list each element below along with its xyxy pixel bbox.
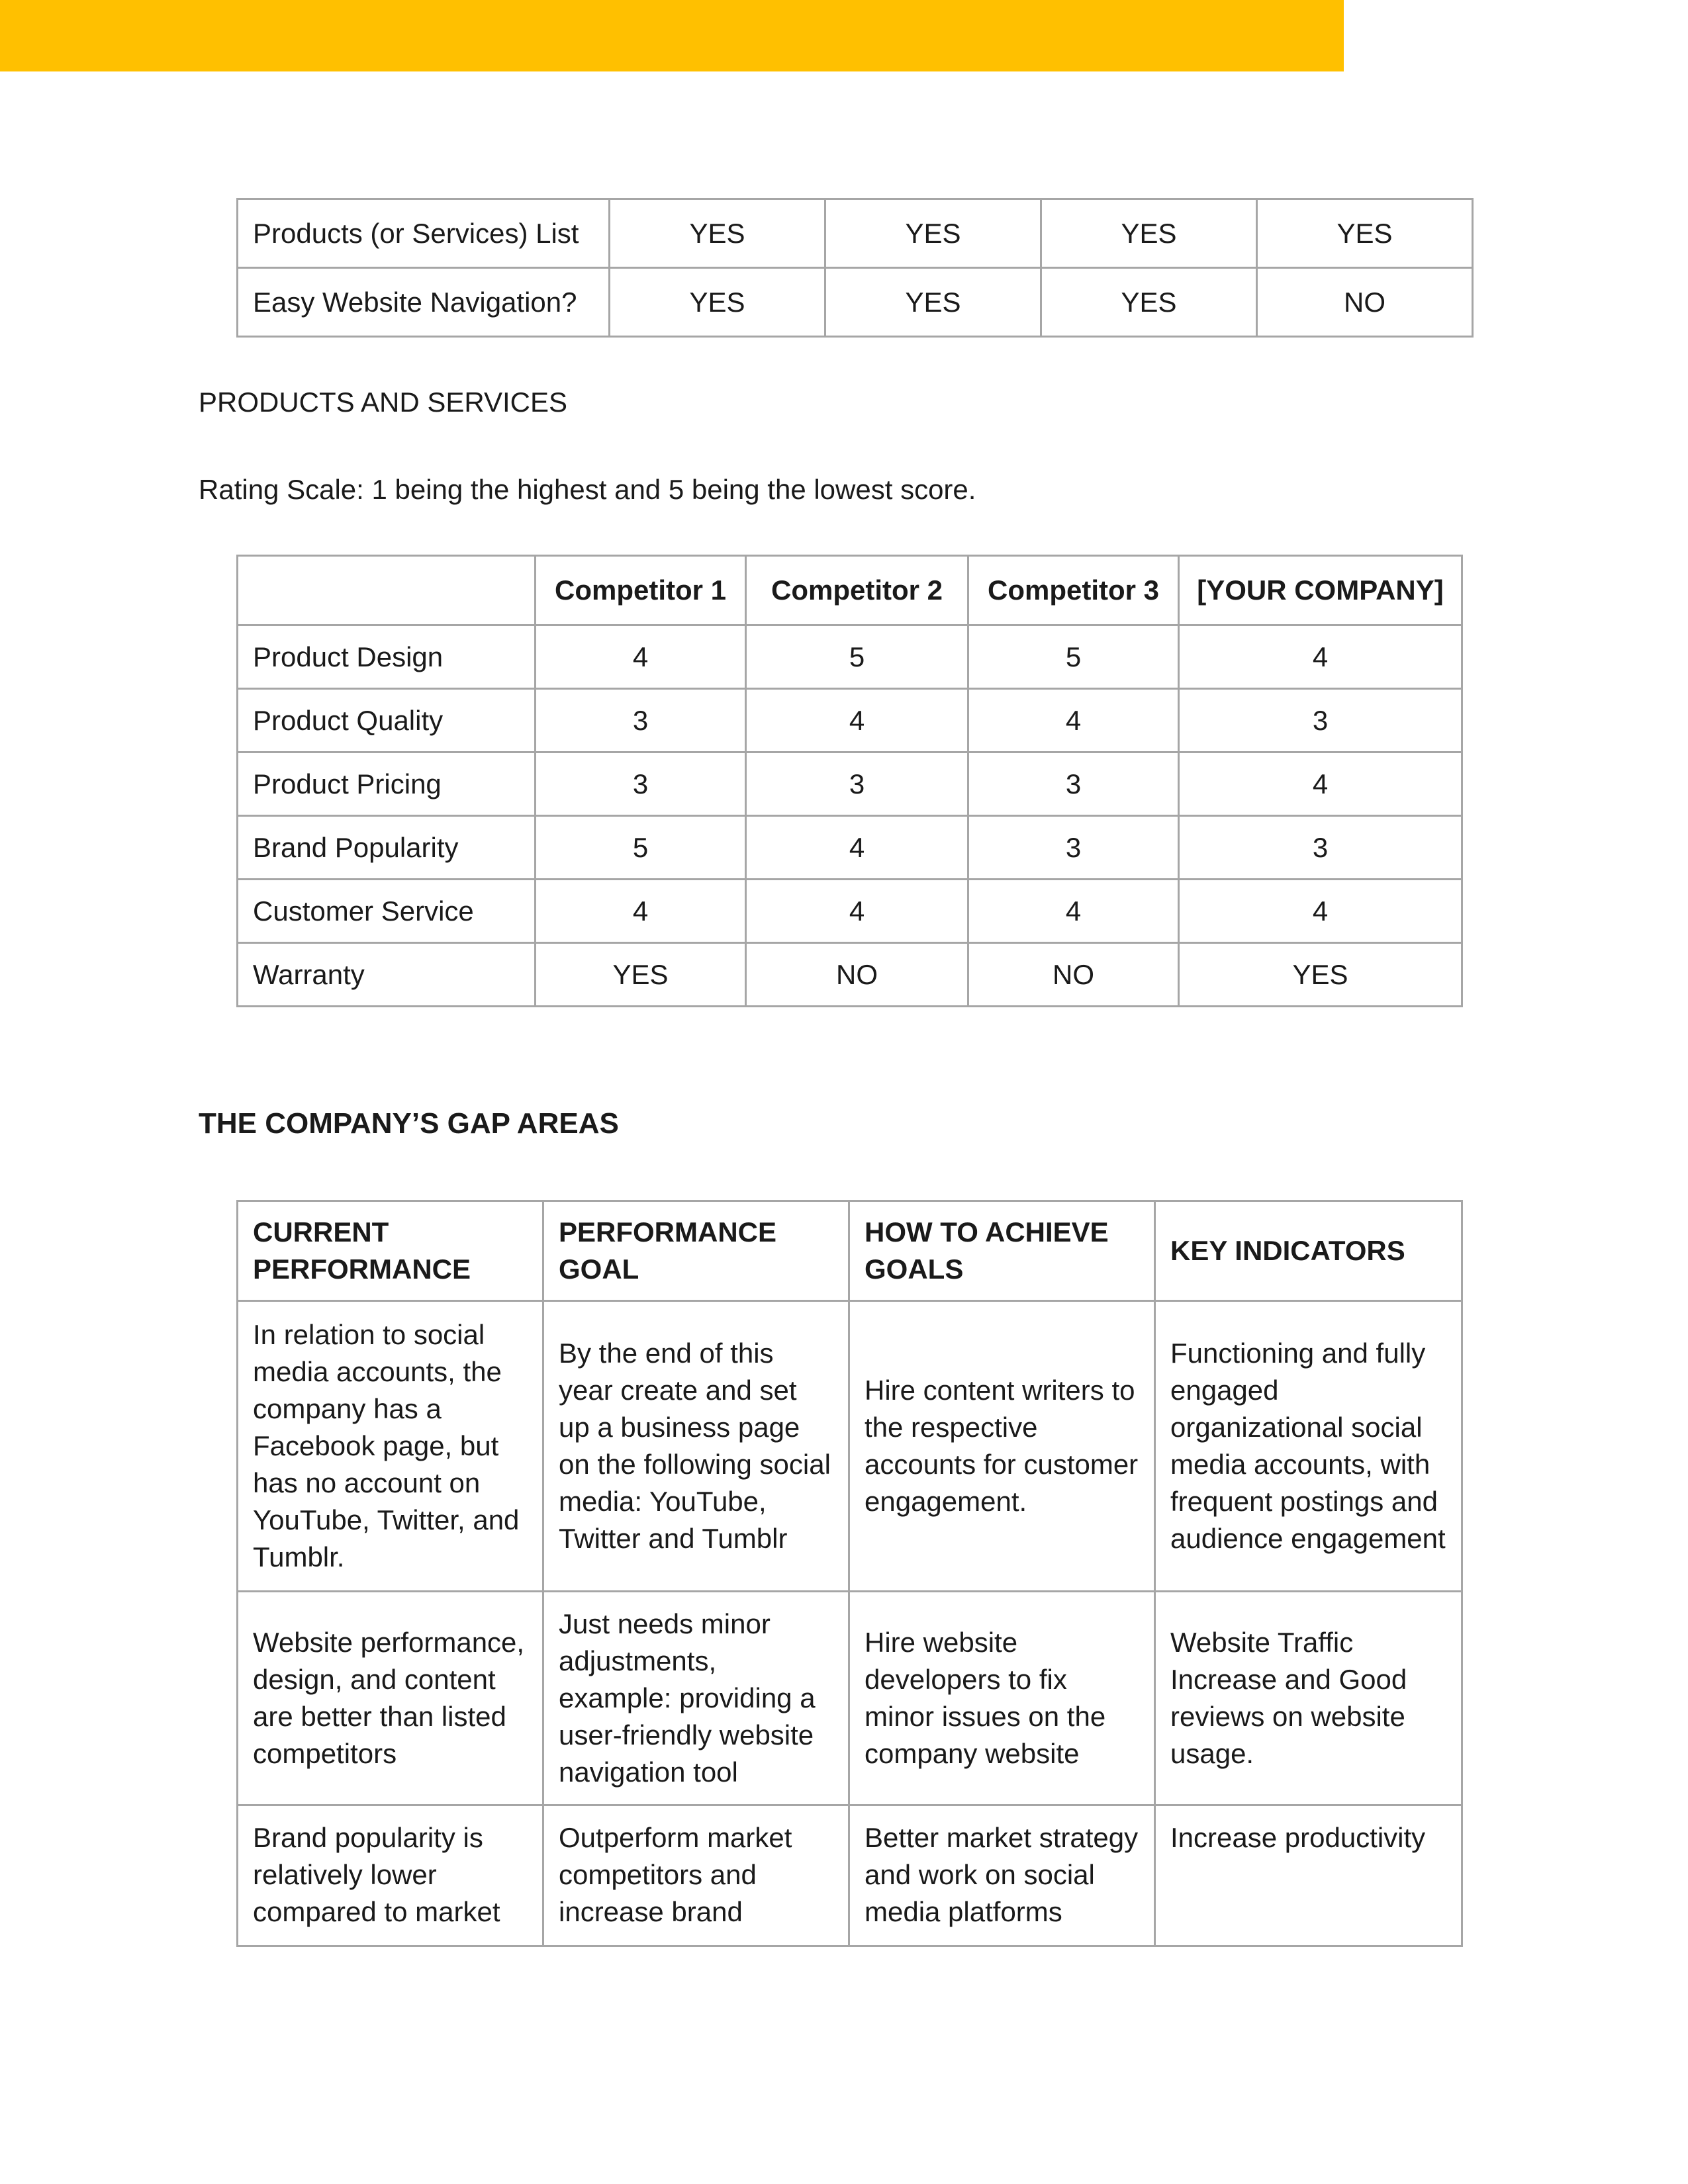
row-label: Product Pricing (238, 752, 536, 816)
column-header: KEY INDICATORS (1155, 1201, 1462, 1301)
table-cell: YES (1257, 199, 1473, 268)
row-label: Warranty (238, 943, 536, 1007)
row-label: Product Quality (238, 689, 536, 752)
table-header-row (238, 556, 1462, 625)
table-cell: 3 (1179, 689, 1462, 752)
table-cell: 4 (1179, 880, 1462, 943)
table-cell: Just needs minor adjustments, example: providing a user-friendly website navigation tool (543, 1592, 849, 1805)
table-cell: 3 (536, 752, 746, 816)
table-cell: 4 (746, 689, 968, 752)
table-cell: Better market strategy and work on social media platforms (849, 1805, 1155, 1946)
table-cell: 4 (1179, 625, 1462, 689)
row-label: Customer Service (238, 880, 536, 943)
table-row (238, 199, 1473, 268)
table-cell: Website performance, design, and content are better than listed competitors (238, 1592, 543, 1805)
table-cell: YES (536, 943, 746, 1007)
table-cell: YES (1041, 268, 1257, 337)
table-cell: 4 (536, 880, 746, 943)
table-cell: Hire website developers to fix minor issues on the company website (849, 1592, 1155, 1805)
table-cell: Increase productivity (1155, 1805, 1462, 1946)
table-cell: YES (825, 199, 1041, 268)
features-table (236, 198, 1474, 338)
column-header (238, 556, 536, 625)
ratings-table (236, 555, 1463, 1007)
table-cell: 5 (536, 816, 746, 880)
table-cell: NO (746, 943, 968, 1007)
table-cell: 3 (1179, 816, 1462, 880)
table-row (238, 268, 1473, 337)
table-cell: YES (1179, 943, 1462, 1007)
row-label: Easy Website Navigation? (238, 268, 610, 337)
column-header: Competitor 1 (536, 556, 746, 625)
products-section-heading: PRODUCTS AND SERVICES (199, 387, 568, 418)
table-row (238, 943, 1462, 1007)
table-cell: YES (610, 268, 825, 337)
column-header: [YOUR COMPANY] (1179, 556, 1462, 625)
table-cell: 5 (746, 625, 968, 689)
row-label: Product Design (238, 625, 536, 689)
table-row (238, 1805, 1462, 1946)
table-cell: Outperform market competitors and increase brand (543, 1805, 849, 1946)
table-cell: Functioning and fully engaged organizational social media accounts, with frequent postings and audience engagement (1155, 1301, 1462, 1592)
rating-scale-note: Rating Scale: 1 being the highest and 5 being the lowest score. (199, 474, 976, 505)
column-header: Competitor 3 (968, 556, 1179, 625)
table-row (238, 689, 1462, 752)
table-cell: Brand popularity is relatively lower compared to market (238, 1805, 543, 1946)
table-cell: Hire content writers to the respective accounts for customer engagement. (849, 1301, 1155, 1592)
table-cell: 4 (968, 880, 1179, 943)
column-header: CURRENT PERFORMANCE (238, 1201, 543, 1301)
table-cell: Website Traffic Increase and Good reviews on website usage. (1155, 1592, 1462, 1805)
table-row (238, 1301, 1462, 1592)
gap-areas-heading: THE COMPANY’S GAP AREAS (199, 1107, 619, 1140)
table-cell: 4 (968, 689, 1179, 752)
table-row (238, 1592, 1462, 1805)
table-cell: 3 (968, 752, 1179, 816)
table-cell: 4 (1179, 752, 1462, 816)
table-row (238, 880, 1462, 943)
row-label: Brand Popularity (238, 816, 536, 880)
table-cell: YES (825, 268, 1041, 337)
column-header: PERFORMANCE GOAL (543, 1201, 849, 1301)
table-cell: 3 (746, 752, 968, 816)
header-accent-bar (0, 0, 1344, 71)
table-cell: 4 (536, 625, 746, 689)
row-label: Products (or Services) List (238, 199, 610, 268)
table-row (238, 752, 1462, 816)
table-cell: 3 (968, 816, 1179, 880)
table-cell: 5 (968, 625, 1179, 689)
table-cell: 4 (746, 880, 968, 943)
gap-areas-table (236, 1200, 1463, 1947)
column-header: HOW TO ACHIEVE GOALS (849, 1201, 1155, 1301)
column-header: Competitor 2 (746, 556, 968, 625)
table-cell: 4 (746, 816, 968, 880)
table-header-row (238, 1201, 1462, 1301)
table-cell: In relation to social media accounts, the company has a Facebook page, but has no account on YouTube, Twitter, and Tumblr. (238, 1301, 543, 1592)
table-cell: By the end of this year create and set up a business page on the following social media: YouTube, Twitter and Tumblr (543, 1301, 849, 1592)
table-row (238, 625, 1462, 689)
table-cell: YES (610, 199, 825, 268)
table-row (238, 816, 1462, 880)
table-cell: NO (1257, 268, 1473, 337)
table-cell: YES (1041, 199, 1257, 268)
table-cell: 3 (536, 689, 746, 752)
table-cell: NO (968, 943, 1179, 1007)
